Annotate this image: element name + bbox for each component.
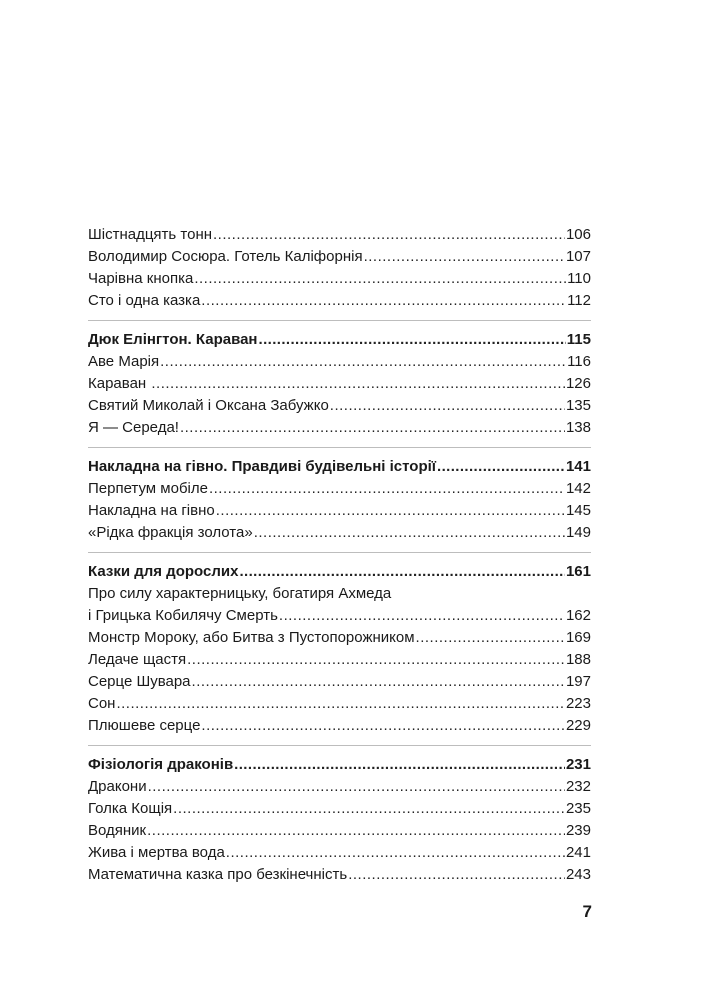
- toc-entry-page: 235: [565, 800, 591, 817]
- toc-entry-page: 229: [565, 717, 591, 734]
- toc-entry[interactable]: [88, 224, 591, 246]
- toc-entry[interactable]: [88, 605, 591, 627]
- toc-entry-page: 126: [565, 375, 591, 392]
- toc-entry[interactable]: [88, 351, 591, 373]
- dot-leader: [330, 395, 565, 417]
- toc-entry-page: 239: [565, 822, 591, 839]
- toc-entry-page: 138: [565, 419, 591, 436]
- toc-entry-title: Володимир Сосюра. Готель Каліфорнія: [88, 248, 363, 265]
- toc-entry[interactable]: [88, 842, 591, 864]
- toc-group: [88, 329, 591, 448]
- toc-entry[interactable]: [88, 627, 591, 649]
- dot-leader: [348, 864, 565, 886]
- dot-leader: [239, 561, 565, 583]
- toc-entry-page: 162: [565, 607, 591, 624]
- toc-entry[interactable]: [88, 820, 591, 842]
- toc-entry-page: 110: [567, 270, 591, 287]
- toc-entry[interactable]: [88, 373, 591, 395]
- toc-entry-title: «Рідка фракція золота»: [88, 524, 253, 541]
- dot-leader: [201, 715, 565, 737]
- toc-entry-page: 169: [565, 629, 591, 646]
- toc-entry-page: 241: [565, 844, 591, 861]
- dot-leader: [116, 693, 565, 715]
- toc-section-page: 161: [565, 563, 591, 580]
- toc-entry[interactable]: [88, 500, 591, 522]
- dot-leader: [187, 649, 565, 671]
- toc-entry-page: 149: [565, 524, 591, 541]
- toc-entry-page: 112: [567, 292, 591, 309]
- toc-entry-title: Сон: [88, 695, 116, 712]
- toc-entry-page: 197: [565, 673, 591, 690]
- toc-entry[interactable]: [88, 522, 591, 544]
- toc-section-heading[interactable]: [88, 561, 591, 583]
- toc-section-title: Дюк Елінгтон. Караван: [88, 331, 258, 348]
- toc-entry-page: 223: [565, 695, 591, 712]
- page-number: 7: [582, 902, 592, 921]
- toc-entry-title: Накладна на гівно: [88, 502, 215, 519]
- toc-section-heading[interactable]: [88, 329, 591, 351]
- dot-leader: [279, 605, 565, 627]
- dot-leader: [364, 246, 565, 268]
- toc-section-page: 141: [565, 458, 591, 475]
- toc-entry-title: Монстр Мороку, або Битва з Пустопорожником: [88, 629, 415, 646]
- toc-entry[interactable]: [88, 246, 591, 268]
- toc-group: [88, 456, 591, 553]
- dot-leader: [201, 290, 566, 312]
- dot-leader: [151, 373, 565, 395]
- toc-entry[interactable]: [88, 715, 591, 737]
- toc-entry[interactable]: [88, 864, 591, 886]
- toc-entry-title: Аве Марія: [88, 353, 160, 370]
- toc-entry-page: 107: [565, 248, 591, 265]
- toc-entry-title: Плюшеве серце: [88, 717, 201, 734]
- toc-entry-page: 188: [565, 651, 591, 668]
- dot-leader: [160, 351, 566, 373]
- toc-entry[interactable]: [88, 798, 591, 820]
- dot-leader: [216, 500, 565, 522]
- toc-entry-title: Жива і мертва вода: [88, 844, 225, 861]
- toc-entry-page: 243: [565, 866, 591, 883]
- dot-leader: [194, 268, 566, 290]
- toc-section-page: 231: [565, 756, 591, 773]
- toc-entry-page: 116: [567, 353, 591, 370]
- toc-entry[interactable]: [88, 478, 591, 500]
- toc-entry-title: Дракони: [88, 778, 147, 795]
- dot-leader: [254, 522, 565, 544]
- toc-entry[interactable]: [88, 417, 591, 439]
- toc-entry-title: Голка Кощія: [88, 800, 173, 817]
- toc-section-page: 115: [566, 331, 591, 348]
- toc-entry-title: Серце Шувара: [88, 673, 191, 690]
- toc-entry-title-line1: Про силу характерницьку, богатиря Ахмеда: [88, 585, 392, 602]
- dot-leader: [213, 224, 565, 246]
- toc-entry-page: 142: [565, 480, 591, 497]
- dot-leader: [226, 842, 565, 864]
- toc-entry-title: Ледаче щастя: [88, 651, 187, 668]
- toc-entry-page: 106: [565, 226, 591, 243]
- dot-leader: [259, 329, 566, 351]
- toc-section-heading[interactable]: [88, 754, 591, 776]
- toc-entry-title: Я — Середа!: [88, 419, 179, 436]
- toc-entry[interactable]: [88, 776, 591, 798]
- toc-entry-page: 232: [565, 778, 591, 795]
- toc-entry-title: Караван: [88, 375, 151, 392]
- dot-leader: [173, 798, 565, 820]
- dot-leader: [209, 478, 565, 500]
- toc-section-heading[interactable]: [88, 456, 591, 478]
- dot-leader: [148, 776, 565, 798]
- toc-section-title: Фізіологія драконів: [88, 756, 234, 773]
- dot-leader: [437, 456, 565, 478]
- dot-leader: [192, 671, 565, 693]
- toc-entry[interactable]: [88, 290, 591, 312]
- toc-entry-title: Сто і одна казка: [88, 292, 201, 309]
- toc-group: [88, 561, 591, 746]
- toc-entry-page: 145: [565, 502, 591, 519]
- toc-entry[interactable]: [88, 693, 591, 715]
- dot-leader: [180, 417, 565, 439]
- toc-entry-page: 135: [565, 397, 591, 414]
- dot-leader: [147, 820, 565, 842]
- toc-entry[interactable]: [88, 649, 591, 671]
- toc-entry[interactable]: [88, 268, 591, 290]
- toc-section-title: Казки для дорослих: [88, 563, 239, 580]
- dot-leader: [416, 627, 565, 649]
- toc-entry[interactable]: [88, 395, 591, 417]
- toc-section-title: Накладна на гівно. Правдиві будівельні історії: [88, 458, 437, 475]
- toc-entry-title: Перпетум мобіле: [88, 480, 208, 497]
- toc-entry-title: Чарівна кнопка: [88, 270, 194, 287]
- toc-entry-first-line[interactable]: [88, 583, 591, 605]
- dot-leader: [234, 754, 565, 776]
- toc-entry-title: Водяник: [88, 822, 147, 839]
- toc-group: [88, 754, 591, 894]
- toc-entry-title: Математична казка про безкінечність: [88, 866, 348, 883]
- toc-entry-title: і Грицька Кобилячу Смерть: [88, 607, 278, 624]
- toc-entry-title: Святий Миколай і Оксана Забужко: [88, 397, 329, 414]
- toc-entry[interactable]: [88, 671, 591, 693]
- toc-group: [88, 224, 591, 321]
- toc-entry-title: Шістнадцять тонн: [88, 226, 213, 243]
- table-of-contents: [88, 224, 591, 902]
